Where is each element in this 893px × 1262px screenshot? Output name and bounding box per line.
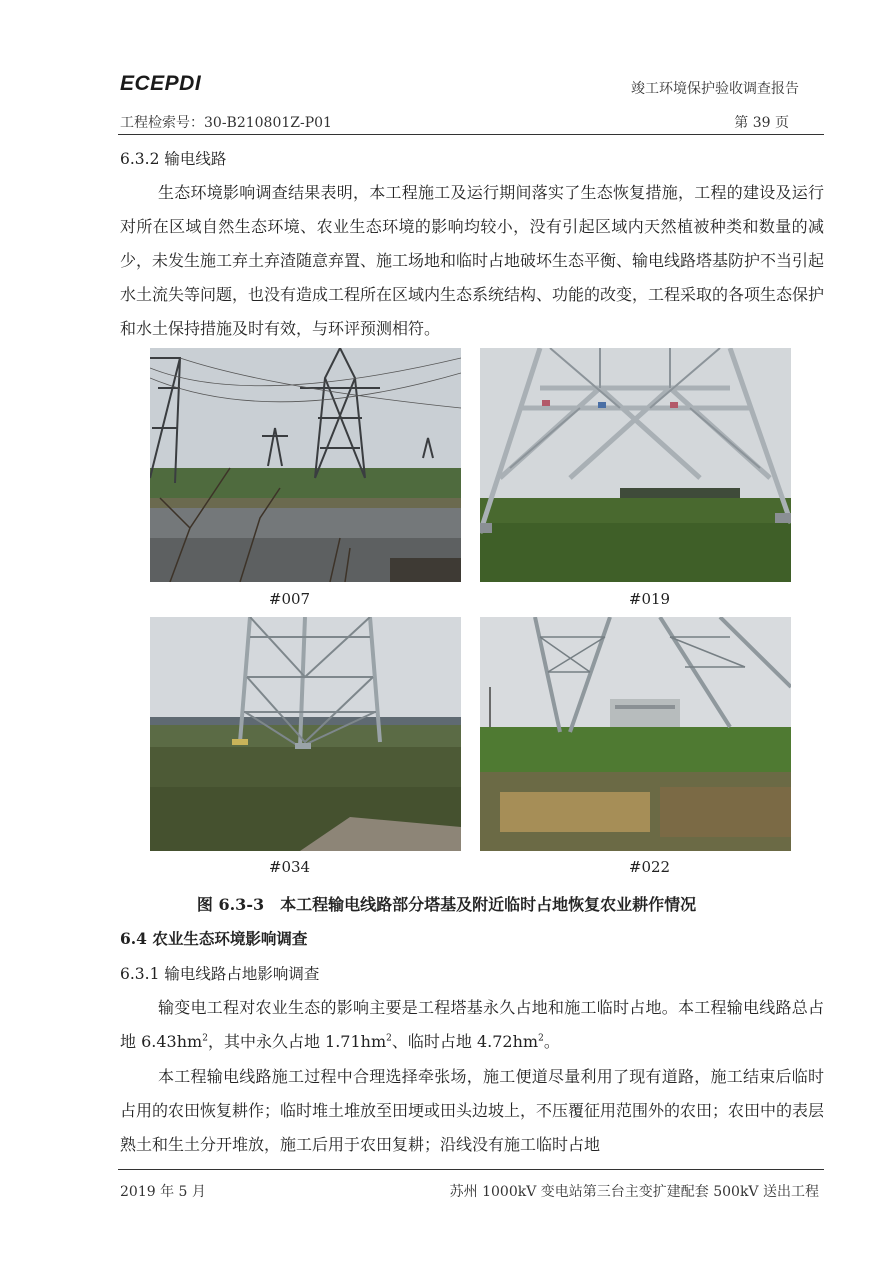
section-64-paragraph-1 bbox=[120, 991, 824, 1059]
figure-caption: 图 6.3-3 本工程输电线路部分塔基及附近临时占地恢复农业耕作情况 bbox=[196, 895, 697, 914]
section-64-paragraph-2: 本工程输电线路施工过程中合理选择牵张场，施工便道尽量利用了现有道路，施工结束后临时占用的农田恢复耕作；临时堆土堆放至田埂或田头边坡上，不压覆征用范围外的农田；农田中的表层熟土和生土分开堆放，施工后用于农田复耕；沿线没有施工临时占地 bbox=[120, 1067, 825, 1154]
photo-034-image bbox=[150, 617, 461, 851]
header-divider bbox=[118, 134, 824, 135]
photo-tower-019 bbox=[480, 348, 791, 582]
photo-label-022: #022 bbox=[628, 858, 671, 876]
photo-tower-034 bbox=[150, 617, 461, 851]
subsection-heading-631: 6.3.1 输电线路占地影响调查 bbox=[120, 965, 320, 983]
photo-007-image bbox=[150, 348, 461, 582]
document-index: 工程检索号：30-B210801Z-P01 bbox=[120, 115, 332, 131]
section-heading-64: 6.4 农业生态环境影响调查 bbox=[120, 929, 308, 948]
p1-sup-b: 2 bbox=[386, 1033, 392, 1044]
footer-date: 2019 年 5 月 bbox=[120, 1184, 206, 1200]
footer-project: 苏州 1000kV 变电站第三台主变扩建配套 500kV 送出工程 bbox=[449, 1184, 819, 1200]
p1-text-c: 、临时占地 4.72hm bbox=[391, 1032, 539, 1051]
p1-text-d: 。 bbox=[543, 1032, 560, 1051]
photo-022-image bbox=[480, 617, 791, 851]
report-title: 竣工环境保护验收调查报告 bbox=[631, 81, 799, 97]
section-heading-632: 6.3.2 输电线路 bbox=[120, 150, 227, 168]
photo-tower-022 bbox=[480, 617, 791, 851]
section-632-paragraph: 生态环境影响调查结果表明，本工程施工及运行期间落实了生态恢复措施，工程的建设及运行对所在区域自然生态环境、农业生态环境的影响均较小，没有引起区域内天然植被种类和数量的减少，未发生施工弃土弃渣随意弃置、施工场地和临时占地破坏生态平衡、输电线路塔基防护不当引起水土流失等问题，也没有造成工程所在区域内生态系统结构、功能的改变，工程采取的各项生态保护和水土保持措施及时有效，与环评预测相符。 bbox=[120, 183, 825, 338]
p1-text-a: 输变电工程对农业生态的影响主要是工程塔基永久占地和施工临时占地。本工程输电线路总占地 6.43hm bbox=[120, 998, 824, 1051]
photo-019-image bbox=[480, 348, 791, 582]
photo-label-034: #034 bbox=[268, 858, 311, 876]
page-number: 第 39 页 bbox=[734, 115, 789, 131]
photo-label-019: #019 bbox=[628, 590, 671, 608]
photo-label-007: #007 bbox=[268, 590, 311, 608]
p1-sup-a: 2 bbox=[202, 1033, 208, 1044]
brand-logo: ECEPDI bbox=[120, 72, 202, 95]
p1-text-b: ，其中永久占地 1.71hm bbox=[207, 1032, 387, 1051]
footer-divider bbox=[118, 1169, 824, 1170]
photo-tower-007 bbox=[150, 348, 461, 582]
p1-sup-c: 2 bbox=[538, 1033, 544, 1044]
